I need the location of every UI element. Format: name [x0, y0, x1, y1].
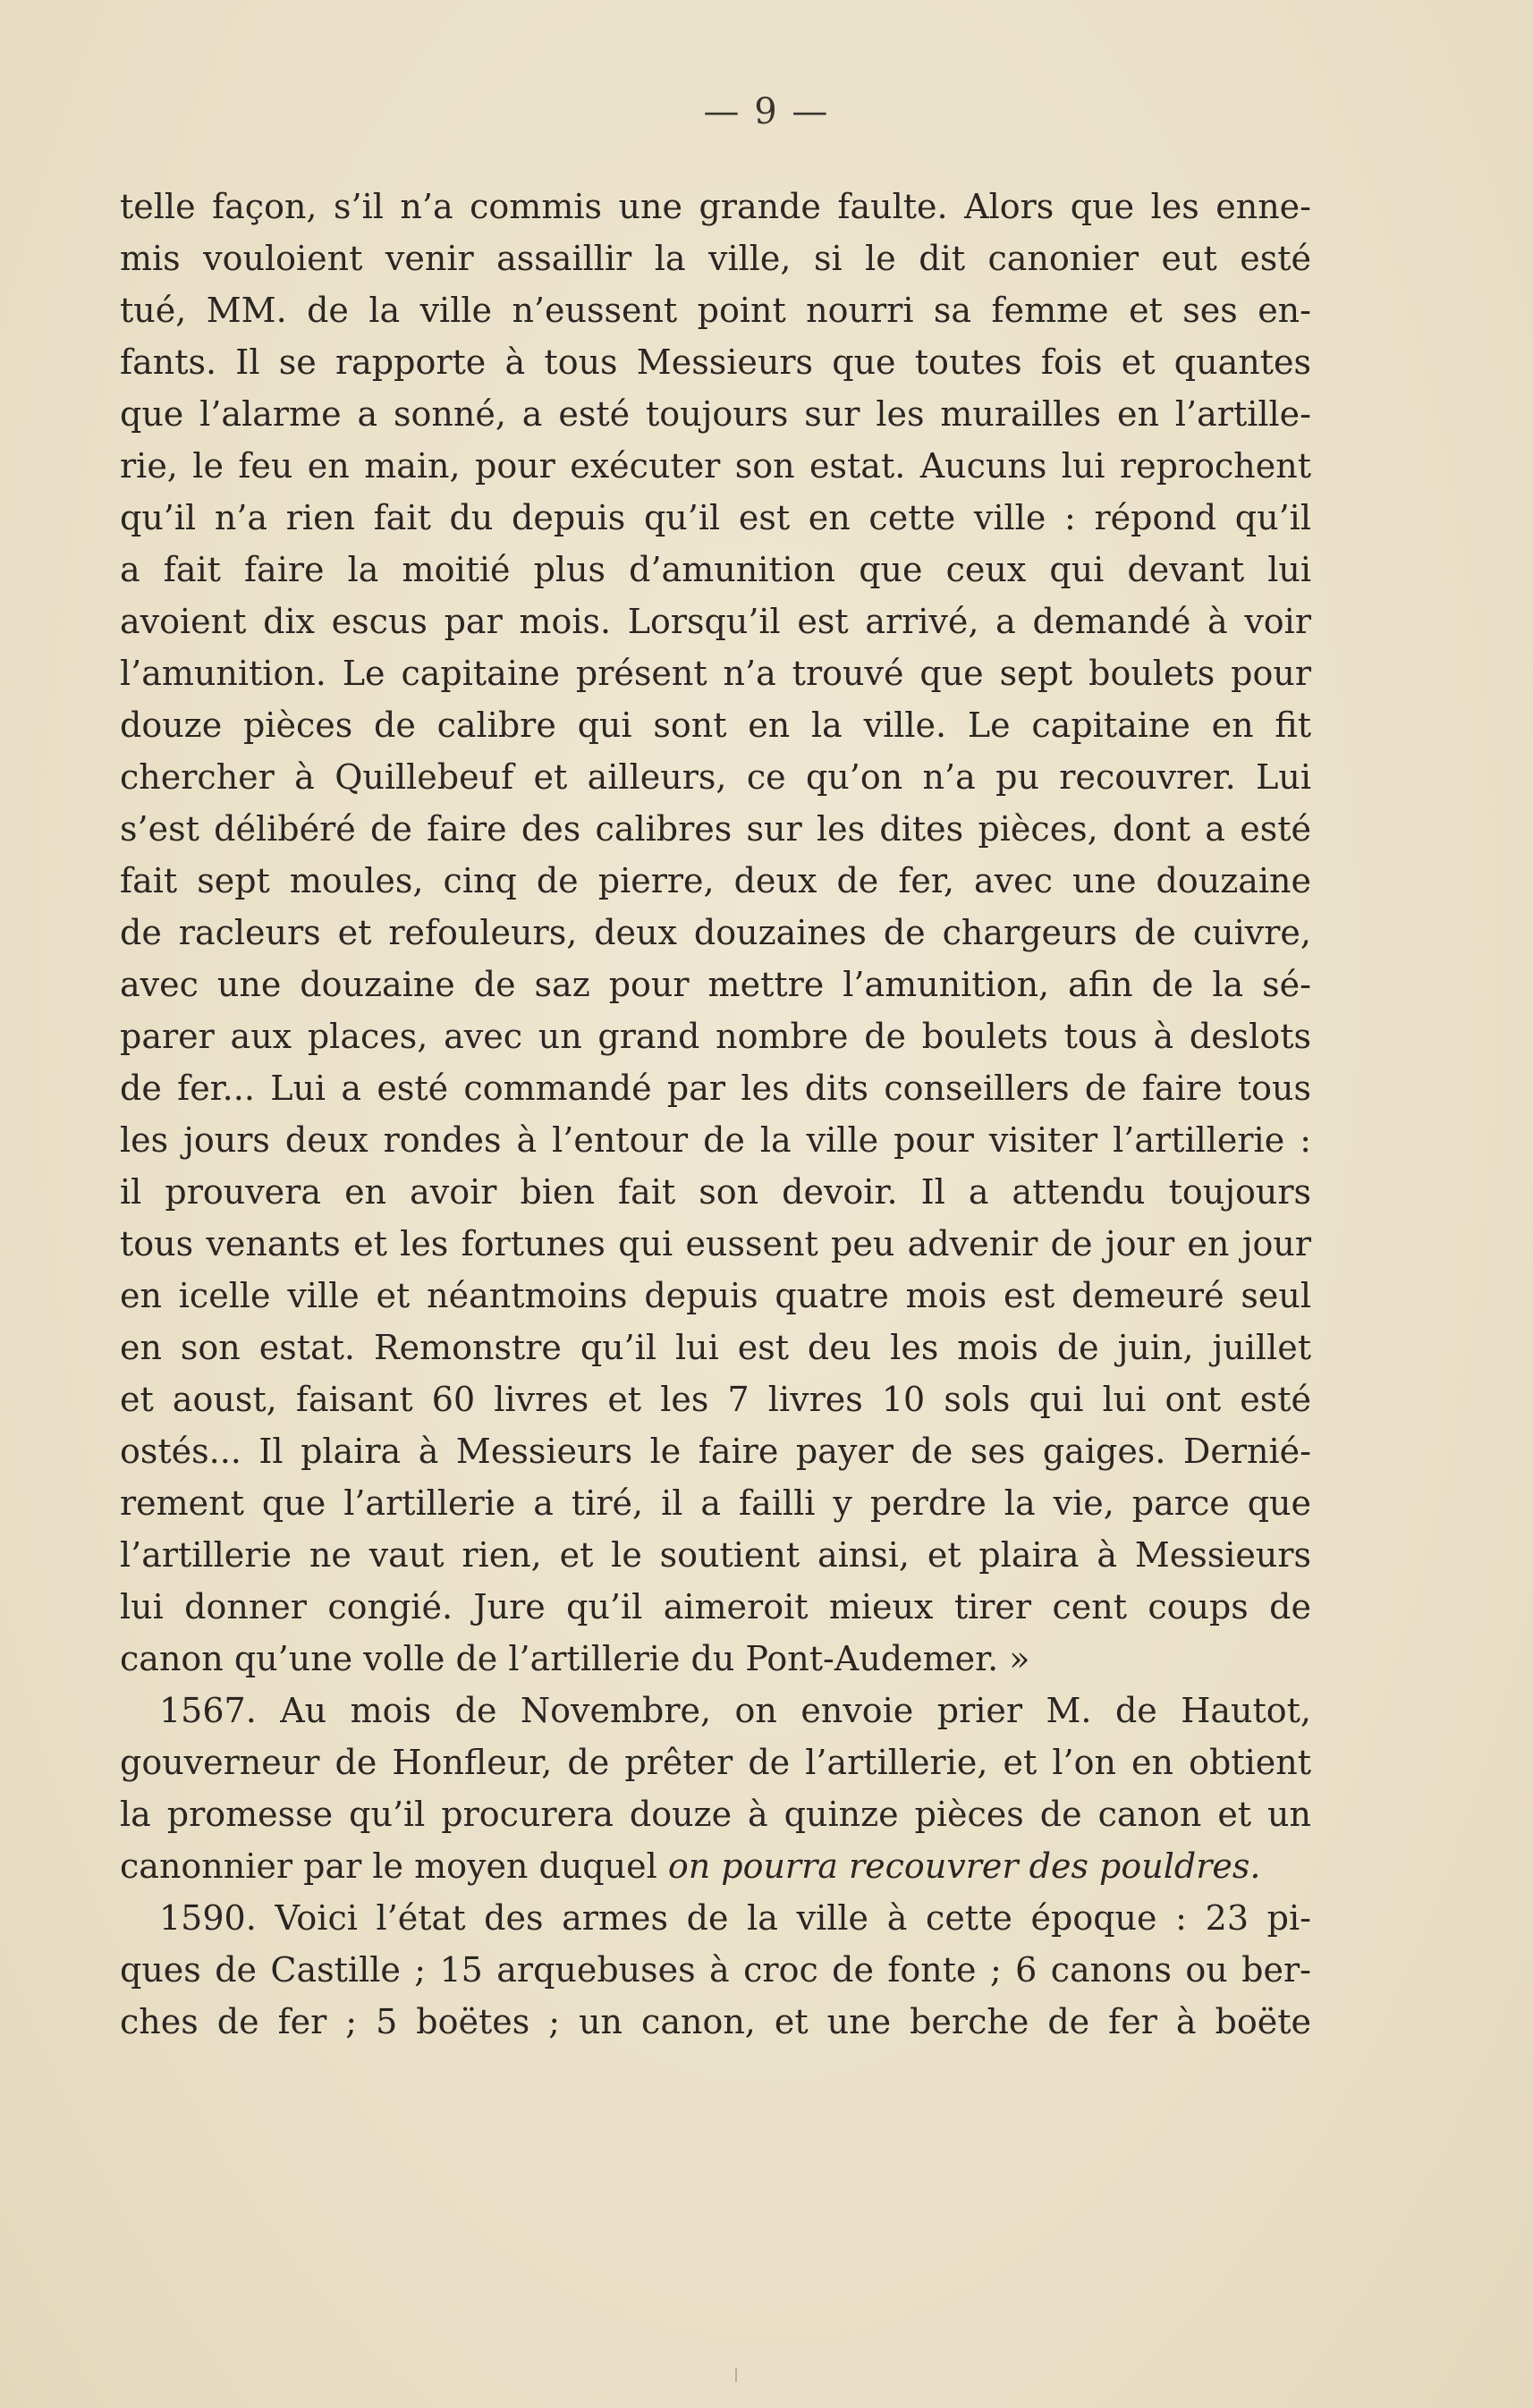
text-line: en son estat. Remonstre qu’il lui est deu les mois de juin, juillet [120, 1328, 1311, 1367]
text-line: les jours deux rondes à l’entour de la ville pour visiter l’artillerie : [120, 1120, 1311, 1160]
text-line: 1590. Voici l’état des armes de la ville à cette époque : 23 pi- [159, 1898, 1311, 1938]
text-line: rie, le feu en main, pour exécuter son estat. Aucuns lui reprochent [120, 446, 1311, 486]
text-line: que l’alarme a sonné, a esté toujours sur les murailles en l’artille- [120, 394, 1311, 434]
text-line: la promesse qu’il procurera douze à quinze pièces de canon et un [120, 1795, 1311, 1834]
text-line: rement que l’artillerie a tiré, il a failli y perdre la vie, parce que [120, 1483, 1311, 1523]
text-line: l’artillerie ne vaut rien, et le soutient ainsi, et plaira à Messieurs [120, 1535, 1311, 1575]
text-line: chercher à Quillebeuf et ailleurs, ce qu’on n’a pu recouvrer. Lui [120, 757, 1311, 797]
text-line: ostés... Il plaira à Messieurs le faire payer de ses gaiges. Dernié- [120, 1432, 1311, 1471]
text-line: parer aux places, avec un grand nombre de boulets tous à deslots [120, 1017, 1311, 1056]
text-line: l’amunition. Le capitaine présent n’a trouvé que sept boulets pour [120, 654, 1311, 693]
text-line: tué, MM. de la ville n’eussent point nourri sa femme et ses en- [120, 291, 1311, 330]
text-line: s’est délibéré de faire des calibres sur les dites pièces, dont a esté [120, 809, 1311, 849]
italic-phrase: on pourra recouvrer des pouldres. [667, 1846, 1261, 1886]
text-line: avec une douzaine de saz pour mettre l’amunition, afin de la sé- [120, 965, 1311, 1004]
text-line: fants. Il se rapporte à tous Messieurs que toutes fois et quantes [120, 342, 1311, 382]
text-line: et aoust, faisant 60 livres et les 7 livres 10 sols qui lui ont esté [120, 1380, 1311, 1419]
page-number: — 9 — [703, 91, 830, 132]
text-line: de racleurs et refouleurs, deux douzaines de chargeurs de cuivre, [120, 913, 1311, 952]
text-line: de fer... Lui a esté commandé par les dits conseillers de faire tous [120, 1069, 1311, 1108]
body-text [120, 181, 1311, 2048]
text-line: ques de Castille ; 15 arquebuses à croc de fonte ; 6 canons ou ber- [120, 1950, 1311, 1990]
text-line: lui donner congié. Jure qu’il aimeroit mieux tirer cent coups de [120, 1587, 1311, 1626]
text-line: canon qu’une volle de l’artillerie du Pont-Audemer. » [120, 1639, 1030, 1678]
text-line: qu’il n’a rien fait du depuis qu’il est en cette ville : répond qu’il [120, 498, 1311, 537]
text-line: il prouvera en avoir bien fait son devoir. Il a attendu toujours [120, 1172, 1311, 1212]
text-line [120, 1840, 1311, 1892]
text-line: en icelle ville et néantmoins depuis quatre mois est demeuré seul [120, 1276, 1311, 1315]
text-segment: canonnier par le moyen duquel [120, 1846, 657, 1886]
text-line: ches de fer ; 5 boëtes ; un canon, et une berche de fer à boëte [120, 2002, 1311, 2041]
text-line: gouverneur de Honfleur, de prêter de l’artillerie, et l’on en obtient [120, 1743, 1311, 1782]
text-line: douze pièces de calibre qui sont en la ville. Le capitaine en fit [120, 706, 1311, 745]
text-line: telle façon, s’il n’a commis une grande faulte. Alors que les enne- [120, 187, 1311, 226]
text-line: tous venants et les fortunes qui eussent peu advenir de jour en jour [120, 1224, 1311, 1263]
text-line: avoient dix escus par mois. Lorsqu’il est arrivé, a demandé à voir [120, 602, 1311, 641]
text-line: a fait faire la moitié plus d’amunition que ceux qui devant lui [120, 550, 1311, 589]
text-line: fait sept moules, cinq de pierre, deux de fer, avec une douzaine [120, 861, 1311, 900]
paper-mark [735, 2368, 737, 2382]
text-line: mis vouloient venir assaillir la ville, si le dit canonier eut esté [120, 239, 1311, 278]
text-line: 1567. Au mois de Novembre, on envoie prier M. de Hautot, [159, 1691, 1311, 1730]
